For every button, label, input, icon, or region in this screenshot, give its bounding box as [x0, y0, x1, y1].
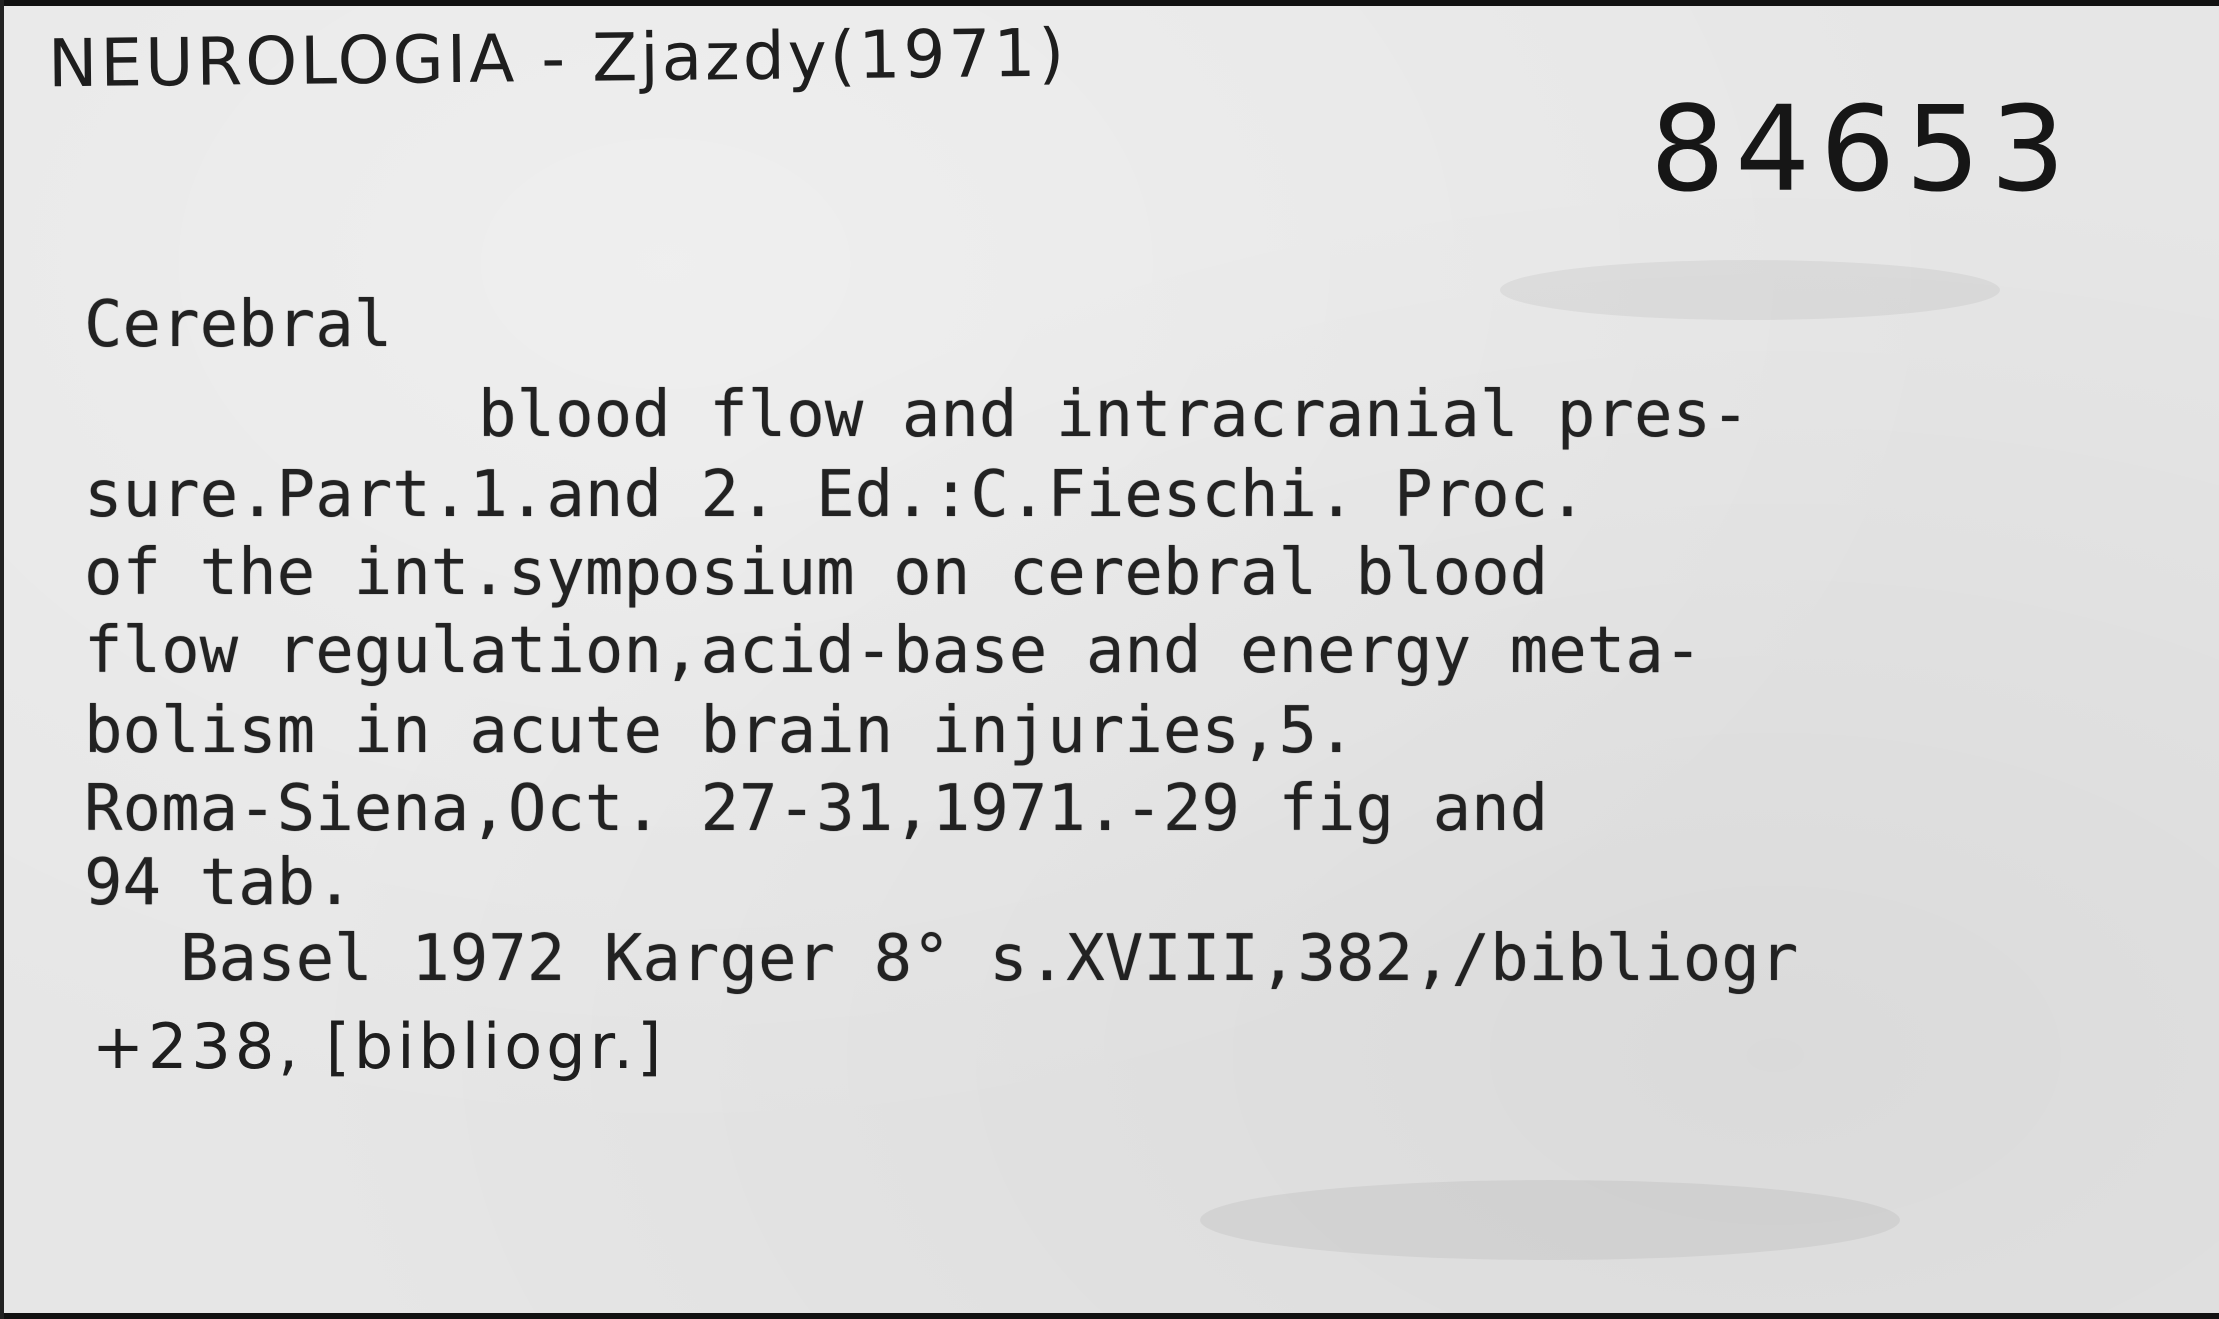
card-bottom-edge [0, 1313, 2219, 1319]
entry-line: flow regulation,acid-base and energy meta- [84, 614, 1703, 688]
card-top-edge [0, 0, 2219, 6]
handwritten-subject-heading: NEUROLOGIA - Zjazdy(1971) [47, 14, 1068, 103]
entry-line: 94 tab. [84, 846, 354, 920]
catalog-number: 84653 [1650, 80, 2076, 218]
entry-line: blood flow and intracranial pres- [478, 378, 1750, 452]
entry-heading: Cerebral [84, 288, 393, 362]
card-left-edge [0, 0, 4, 1319]
imprint-line: Basel 1972 Karger 8° s.XVIII,382,/bibliogr [180, 922, 1799, 996]
handwritten-pagination-note: +238, [bibliogr.] [92, 1010, 666, 1083]
smudge-mark [1500, 260, 2000, 320]
entry-line: Roma-Siena,Oct. 27-31,1971.-29 fig and [84, 772, 1549, 846]
smudge-mark [1200, 1180, 1900, 1260]
entry-line: bolism in acute brain injuries,5. [84, 694, 1356, 768]
entry-line: sure.Part.1.and 2. Ed.:C.Fieschi. Proc. [84, 458, 1587, 532]
entry-line: of the int.symposium on cerebral blood [84, 536, 1549, 610]
